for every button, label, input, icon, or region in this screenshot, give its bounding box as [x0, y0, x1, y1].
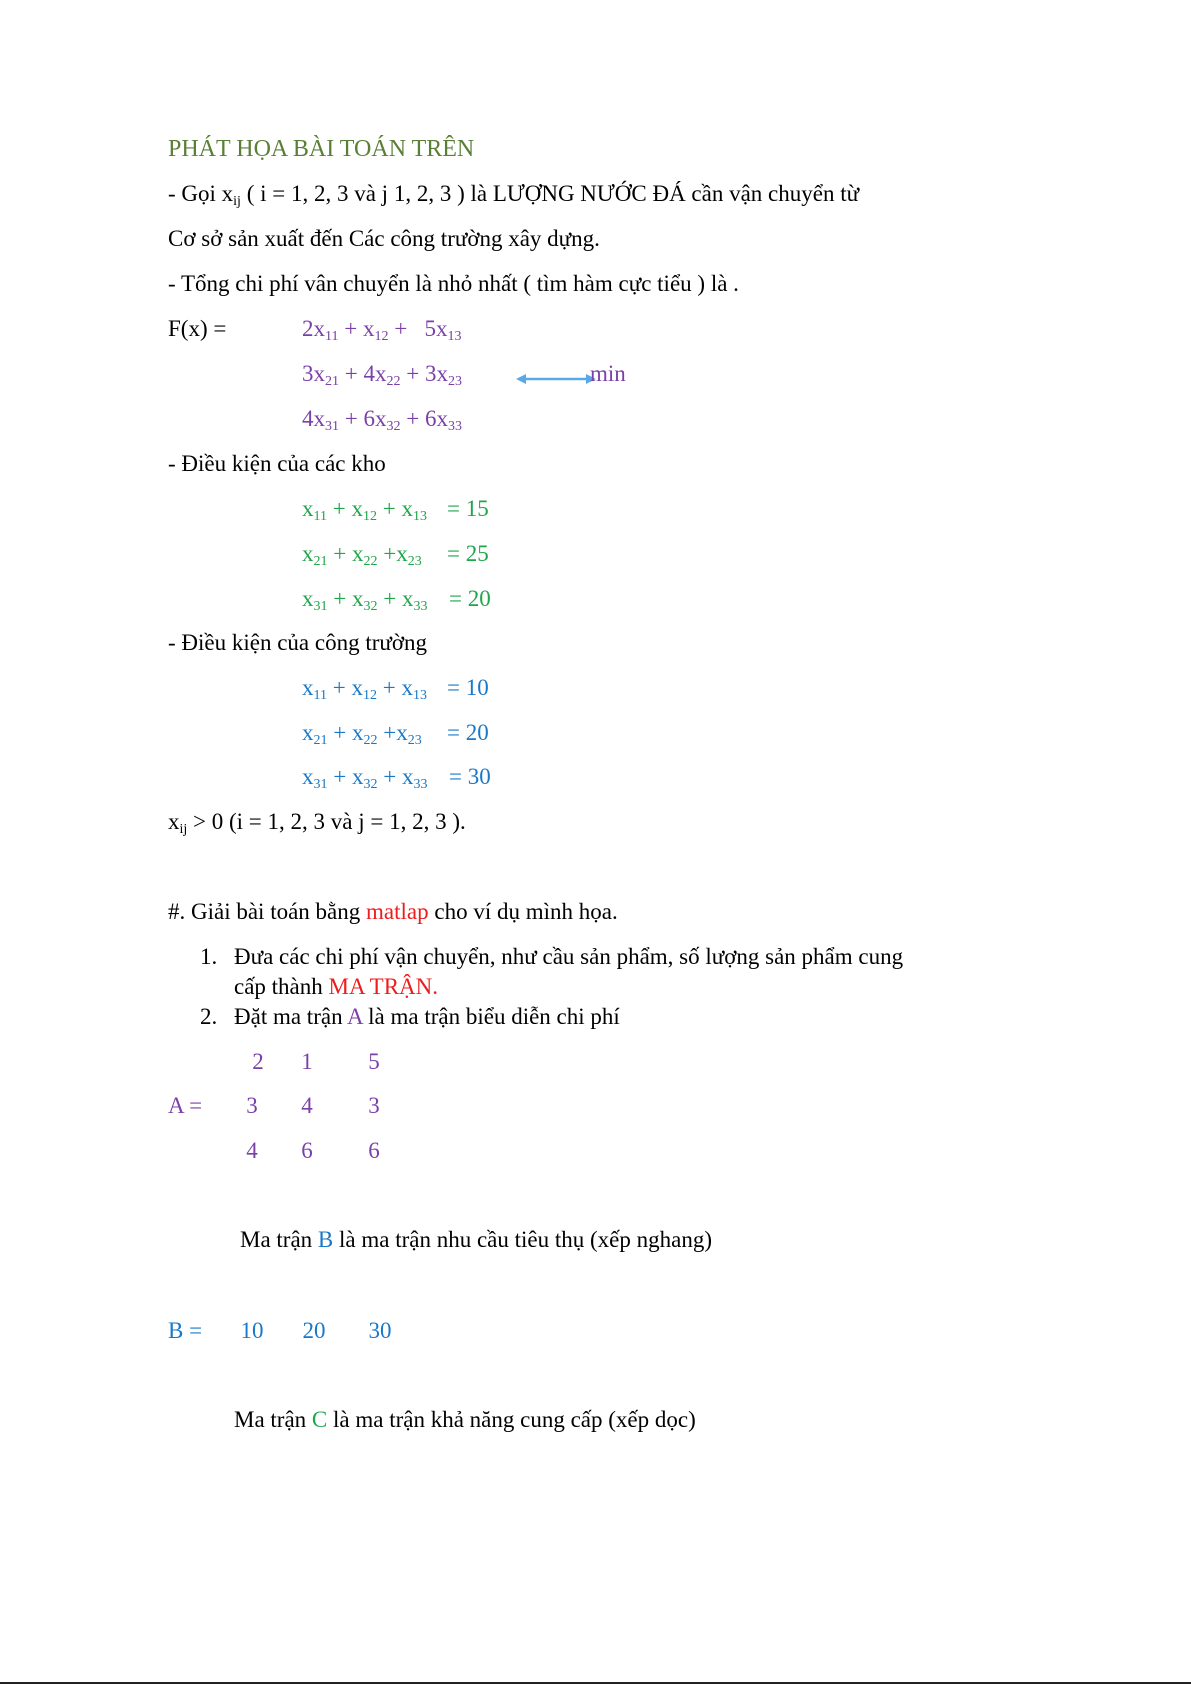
warehouse-constraint-1: $x_{11} + x_{12} + x_{13}$ — [302, 496, 427, 524]
intro-line-2: Cơ sở sản xuất đến Các công trường xây dựng. — [168, 226, 600, 251]
warehouse-rhs-3: = 20 — [449, 586, 491, 611]
matrix-a-cell: 3 — [246, 1093, 258, 1118]
page-bottom-rule — [0, 1682, 1191, 1684]
solve-line: #. Giải bài toán bằng matlap cho ví dụ mình họa. — [168, 899, 618, 924]
step-1-line-1: Đưa các chi phí vận chuyển, như cầu sản phẩm, số lượng sản phẩm cung — [234, 944, 904, 969]
warehouse-constraint-label: - Điều kiện của các kho — [168, 451, 386, 476]
nonnegativity-constraint: $x_{ij} > 0$ (i = 1, 2, 3 và j = 1, 2, 3 ). — [168, 809, 466, 837]
matrix-b-cell: 10 — [240, 1318, 264, 1343]
site-constraint-2: $x_{21} + x_{22} +x_{23}$ — [302, 720, 422, 748]
matrix-a-cell: 4 — [301, 1093, 313, 1118]
site-constraint-label: - Điều kiện của công trường — [168, 630, 428, 655]
double-arrow-icon — [514, 370, 598, 388]
site-constraint-1: $x_{11} + x_{12} + x_{13}$ — [302, 675, 427, 703]
step-2-number: 2. — [200, 1004, 218, 1029]
objective-row-3: $4x_{31} + 6x_{32} + 6x_{33}$ — [302, 406, 462, 434]
warehouse-rhs-2: = 25 — [447, 541, 489, 566]
matrix-a-cell: 6 — [368, 1138, 380, 1163]
matrix-a-cell: 2 — [252, 1049, 264, 1074]
objective-row-1: $2x_{11} + x_{12} + 5x_{13}$ — [302, 316, 462, 344]
step-1-number: 1. — [200, 944, 218, 969]
step-2-text: Đặt ma trận A là ma trận biểu diễn chi phí — [234, 1004, 620, 1029]
intro-line-1: - Gọi $x_{ij}$ ( i = 1, 2, 3 và j 1, 2, 3 ) là LƯỢNG NƯỚC ĐÁ cần vận chuyển từ — [168, 181, 860, 209]
matrix-c-caption: Ma trận C là ma trận khả năng cung cấp (xếp dọc) — [234, 1407, 696, 1432]
matrix-a-cell: 5 — [368, 1049, 380, 1074]
warehouse-rhs-1: = 15 — [447, 496, 489, 521]
matrix-b-cell: 30 — [368, 1318, 392, 1343]
matrix-b-cell: 20 — [302, 1318, 326, 1343]
site-rhs-1: = 10 — [447, 675, 489, 700]
matrix-a-cell: 6 — [301, 1138, 313, 1163]
intro-line-3: - Tổng chi phí vân chuyển là nhỏ nhất ( tìm hàm cực tiểu ) là . — [168, 271, 739, 296]
objective-row-2: $3x_{21} + 4x_{22} + 3x_{23}$ — [302, 361, 462, 389]
site-rhs-2: = 20 — [447, 720, 489, 745]
min-label: min — [590, 361, 626, 386]
matrix-b-caption: Ma trận B là ma trận nhu cầu tiêu thụ (xếp nghang) — [240, 1227, 713, 1252]
step-1-line-2: cấp thành MA TRẬN. — [234, 974, 439, 999]
matrix-b-label: B = — [168, 1318, 203, 1343]
site-rhs-3: = 30 — [449, 764, 491, 789]
matrix-a-label: A = — [168, 1093, 203, 1118]
matrix-a-cell: 3 — [368, 1093, 380, 1118]
objective-label: F(x) = — [168, 316, 227, 341]
matrix-a-cell: 1 — [301, 1049, 313, 1074]
matrix-a-cell: 4 — [246, 1138, 258, 1163]
site-constraint-3: $x_{31} + x_{32} + x_{33}$ — [302, 764, 428, 792]
warehouse-constraint-2: $x_{21} + x_{22} +x_{23}$ — [302, 541, 422, 569]
section-heading: PHÁT HỌA BÀI TOÁN TRÊN — [168, 136, 475, 162]
warehouse-constraint-3: $x_{31} + x_{32} + x_{33}$ — [302, 586, 428, 614]
